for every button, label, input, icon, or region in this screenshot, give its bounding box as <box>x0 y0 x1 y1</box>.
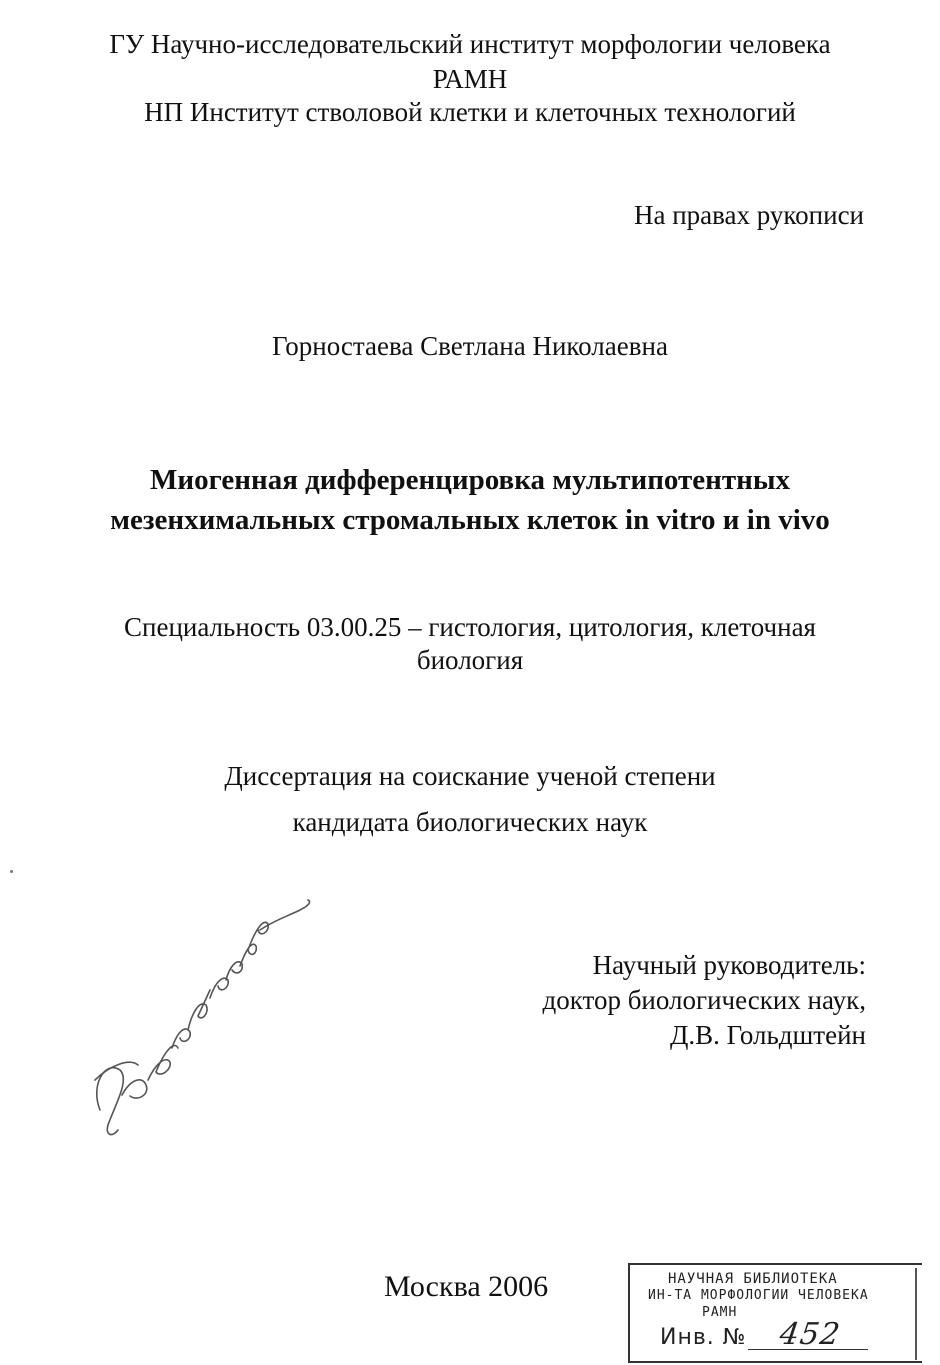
stamp-inventory-label: Инв. № <box>660 1325 747 1350</box>
institution-line-3: НП Институт стволовой клетки и клеточных технологий <box>144 97 796 127</box>
manuscript-note: На правах рукописи <box>633 200 864 230</box>
stamp-inventory-number: 452 <box>777 1317 843 1352</box>
supervisor-name: Д.В. Гольдштейн <box>669 1020 866 1050</box>
stamp-line-1: НАУЧНАЯ БИБЛИОТЕКА <box>668 1271 838 1287</box>
scan-speck <box>10 870 13 873</box>
institution-line-2: РАМН <box>432 64 508 94</box>
thesis-title-line-1: Миогенная дифференцировка мультипотентных <box>150 464 790 496</box>
thesis-title-line-2: мезенхимальных стромальных клеток in vitro и in vivo <box>110 504 830 536</box>
author-name: Горностаева Светлана Николаевна <box>272 331 668 361</box>
specialty-line-1: Специальность 03.00.25 – гистология, цитология, клеточная <box>124 612 816 642</box>
library-stamp <box>628 1263 922 1363</box>
specialty-line-2: биология <box>416 645 524 675</box>
city-year: Москва 2006 <box>384 1270 549 1303</box>
stamp-line-3: РАМН <box>702 1305 738 1320</box>
degree-line-2: кандидата биологических наук <box>292 807 648 837</box>
stamp-edge <box>915 1268 917 1360</box>
supervisor-label: Научный руководитель: <box>592 950 866 980</box>
stamp-line-2: ИН-ТА МОРФОЛОГИИ ЧЕЛОВЕКА <box>648 1288 869 1303</box>
supervisor-block <box>543 948 867 1053</box>
supervisor-degree: доктор биологических наук, <box>542 985 866 1015</box>
author-signature <box>60 880 320 1150</box>
degree-line-1: Диссертация на соискание ученой степени <box>224 761 716 791</box>
institution-line-1: ГУ Научно-исследовательский институт морфологии человека <box>109 29 831 59</box>
